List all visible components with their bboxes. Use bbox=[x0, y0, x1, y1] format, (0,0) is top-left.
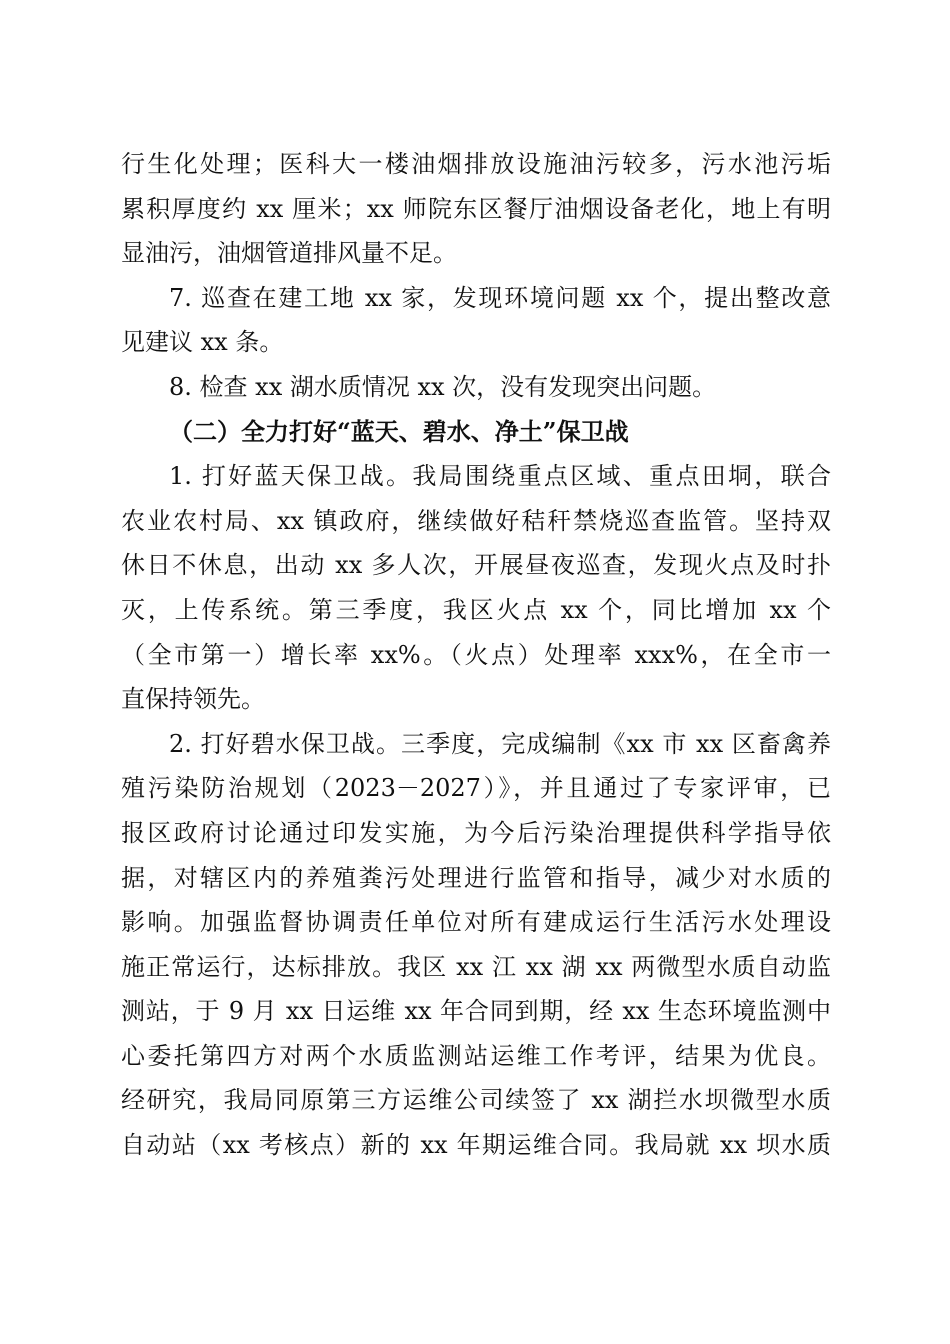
paragraph-line: 测站，于 9 月 xx 日运维 xx 年合同到期，经 xx 生态环境监测中 bbox=[121, 997, 831, 1026]
paragraph-line: 直保持领先。 bbox=[121, 685, 265, 714]
section-heading: （二）全力打好“蓝天、碧水、净土”保卫战 bbox=[169, 416, 629, 446]
paragraph-line: 施正常运行，达标排放。我区 xx 江 xx 湖 xx 两微型水质自动监 bbox=[121, 952, 831, 981]
paragraph-line: 见建议 xx 条。 bbox=[121, 328, 284, 357]
paragraph-line: 影响。加强监督协调责任单位对所有建成运行生活污水处理设 bbox=[121, 908, 831, 937]
paragraph-line: 灭，上传系统。第三季度，我区火点 xx 个，同比增加 xx 个 bbox=[121, 595, 831, 624]
paragraph-line: （全市第一）增长率 xx%。（火点）处理率 xxx%，在全市一 bbox=[121, 640, 831, 669]
paragraph-line: 行生化处理；医科大一楼油烟排放设施油污较多，污水池污垢 bbox=[121, 150, 831, 178]
paragraph-line: 农业农村局、xx 镇政府，继续做好秸秆禁烧巡查监管。坚持双 bbox=[121, 506, 831, 535]
paragraph-line: 7. 巡查在建工地 xx 家，发现环境问题 xx 个，提出整改意 bbox=[169, 283, 831, 312]
paragraph-line: 报区政府讨论通过印发实施，为今后污染治理提供科学指导依 bbox=[121, 818, 831, 847]
document-page bbox=[121, 142, 831, 1168]
paragraph-line: 显油污，油烟管道排风量不足。 bbox=[121, 239, 457, 268]
paragraph-line: 据，对辖区内的养殖粪污处理进行监管和指导，减少对水质的 bbox=[121, 863, 831, 892]
paragraph-line: 自动站（xx 考核点）新的 xx 年期运维合同。我局就 xx 坝水质 bbox=[121, 1131, 831, 1160]
paragraph-line: 休日不休息，出动 xx 多人次，开展昼夜巡查，发现火点及时扑 bbox=[121, 551, 831, 580]
paragraph-line: 累积厚度约 xx 厘米；xx 师院东区餐厅油烟设备老化，地上有明 bbox=[121, 194, 831, 223]
paragraph-line: 2. 打好碧水保卫战。三季度，完成编制《xx 市 xx 区畜禽养 bbox=[169, 729, 831, 758]
paragraph-line: 心委托第四方对两个水质监测站运维工作考评，结果为优良。 bbox=[121, 1041, 831, 1070]
paragraph-line: 殖污染防治规划（2023－2027）》，并且通过了专家评审，已 bbox=[121, 774, 831, 803]
paragraph-line: 经研究，我局同原第三方运维公司续签了 xx 湖拦水坝微型水质 bbox=[121, 1086, 831, 1115]
paragraph-line: 8. 检查 xx 湖水质情况 xx 次，没有发现突出问题。 bbox=[169, 372, 717, 401]
paragraph-line: 1. 打好蓝天保卫战。我局围绕重点区域、重点田垌，联合 bbox=[169, 462, 831, 491]
